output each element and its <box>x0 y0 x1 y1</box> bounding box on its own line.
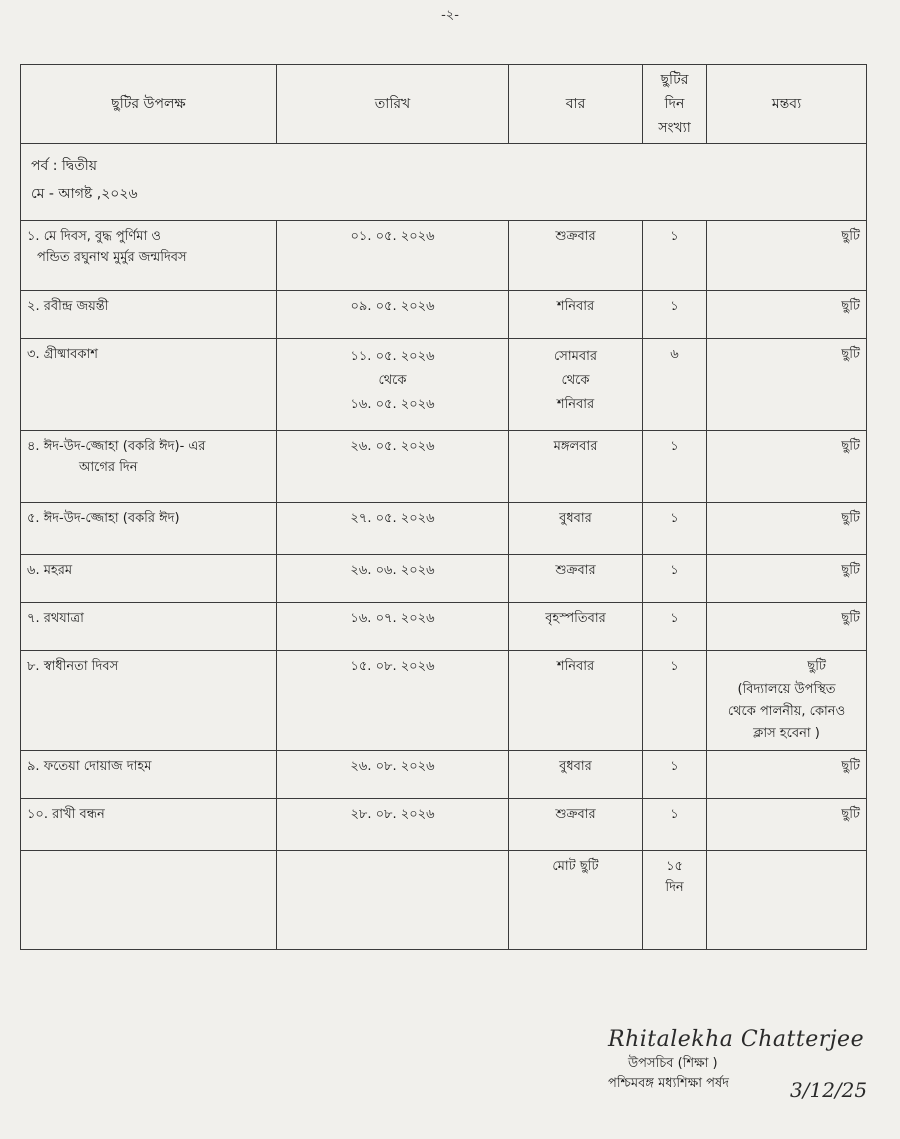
day-cell: শনিবার <box>509 651 643 751</box>
remark-cell: ছুটি <box>707 221 867 291</box>
date-cell: ২৬. ০৬. ২০২৬ <box>277 555 509 603</box>
section-title: পর্ব : দ্বিতীয় <box>31 158 97 174</box>
remark-note-line: (বিদ্যালয়ে উপস্থিত <box>737 682 836 697</box>
empty-cell <box>21 851 277 950</box>
count-cell: ১ <box>643 555 707 603</box>
occasion-line: পন্ডিত রঘুনাথ মুর্মুর জন্মদিবস <box>37 250 187 265</box>
day-cell: শুক্রবার <box>509 799 643 851</box>
occasion-cell: ৫. ঈদ-উদ-জ্জোহা (বকরি ঈদ) <box>21 503 277 555</box>
date-range-cell <box>277 339 509 431</box>
date-from: ১১. ০৫. ২০২৬ <box>350 349 435 364</box>
total-label: মোট ছুটি <box>509 851 643 950</box>
count-cell: ১ <box>643 221 707 291</box>
occasion-cell <box>21 431 277 503</box>
remark-note-line: ক্লাস হবেনা ) <box>753 726 820 741</box>
table-row <box>21 751 867 799</box>
occasion-cell: ৩. গ্রীষ্মাবকাশ <box>21 339 277 431</box>
date-cell: ২৮. ০৮. ২০২৬ <box>277 799 509 851</box>
day-from: সোমবার <box>553 349 597 364</box>
empty-cell <box>707 851 867 950</box>
date-cell: ২৬. ০৫. ২০২৬ <box>277 431 509 503</box>
empty-cell <box>277 851 509 950</box>
occasion-cell: ২. রবীন্দ্র জয়ন্তী <box>21 291 277 339</box>
day-cell: শনিবার <box>509 291 643 339</box>
remark-cell: ছুটি <box>707 431 867 503</box>
day-range-cell <box>509 339 643 431</box>
date-cell: ১৫. ০৮. ২০২৬ <box>277 651 509 751</box>
total-unit: দিন <box>665 880 684 895</box>
total-row <box>21 851 867 950</box>
day-cell: বুধবার <box>509 751 643 799</box>
table-header-row <box>21 65 867 144</box>
designation: উপসচিব (শিক্ষা ) <box>628 1056 718 1071</box>
table-row <box>21 291 867 339</box>
table-row <box>21 555 867 603</box>
organization: পশ্চিমবঙ্গ মধ্যশিক্ষা পর্ষদ <box>608 1076 730 1091</box>
table-row <box>21 431 867 503</box>
count-cell: ১ <box>643 603 707 651</box>
date-cell: ১৬. ০৭. ২০২৬ <box>277 603 509 651</box>
remark-note-line: থেকে পালনীয়, কোনও <box>727 704 846 719</box>
header-count-line3: সংখ্যা <box>658 120 691 136</box>
count-cell: ১ <box>643 503 707 555</box>
occasion-line: ১. মে দিবস, বুদ্ধ পুর্ণিমা ও <box>27 229 161 244</box>
day-cell: বুধবার <box>509 503 643 555</box>
remark-cell <box>707 651 867 751</box>
occasion-line: ৪. ঈদ-উদ-জ্জোহা (বকরি ঈদ)- এর <box>27 439 206 454</box>
count-cell: ৬ <box>643 339 707 431</box>
total-count: ১৫ <box>666 859 683 874</box>
header-occasion: ছুটির উপলক্ষ <box>21 65 277 144</box>
occasion-cell: ৭. রথযাত্রা <box>21 603 277 651</box>
date-cell: ০১. ০৫. ২০২৬ <box>277 221 509 291</box>
count-cell: ১ <box>643 291 707 339</box>
section-row <box>21 144 867 221</box>
table-row <box>21 503 867 555</box>
occasion-cell <box>21 221 277 291</box>
remark-cell: ছুটি <box>707 555 867 603</box>
occasion-cell: ৯. ফতেয়া দোয়াজ দাহম <box>21 751 277 799</box>
count-cell: ১ <box>643 431 707 503</box>
count-cell: ১ <box>643 651 707 751</box>
count-cell: ১ <box>643 751 707 799</box>
remark-cell: ছুটি <box>707 751 867 799</box>
day-cell: শুক্রবার <box>509 221 643 291</box>
table-row <box>21 651 867 751</box>
table-row <box>21 799 867 851</box>
day-cell: শুক্রবার <box>509 555 643 603</box>
page-number: -২- <box>441 8 459 23</box>
count-cell: ১ <box>643 799 707 851</box>
day-cell: বৃহস্পতিবার <box>509 603 643 651</box>
date-cell: ০৯. ০৫. ২০২৬ <box>277 291 509 339</box>
section-cell <box>21 144 867 221</box>
holiday-table <box>20 64 867 950</box>
day-to: শনিবার <box>556 397 595 412</box>
total-count-cell <box>643 851 707 950</box>
table-row <box>21 221 867 291</box>
table-row <box>21 339 867 431</box>
header-day-count <box>643 65 707 144</box>
date-to: ১৬. ০৫. ২০২৬ <box>350 397 435 412</box>
remark-cell: ছুটি <box>707 503 867 555</box>
header-count-line1: ছুটির <box>660 72 689 88</box>
occasion-line: আগের দিন <box>79 460 138 475</box>
header-day: বার <box>509 65 643 144</box>
date-connector: থেকে <box>378 373 407 388</box>
header-count-line2: দিন <box>664 96 685 112</box>
header-date: তারিখ <box>277 65 509 144</box>
occasion-cell: ৮. স্বাধীনতা দিবস <box>21 651 277 751</box>
remark-cell: ছুটি <box>707 799 867 851</box>
remark-cell: ছুটি <box>707 291 867 339</box>
table-row <box>21 603 867 651</box>
day-connector: থেকে <box>561 373 590 388</box>
date-cell: ২৭. ০৫. ২০২৬ <box>277 503 509 555</box>
occasion-cell: ১০. রাখী বন্ধন <box>21 799 277 851</box>
remark-main: ছুটি <box>807 659 826 674</box>
remark-cell: ছুটি <box>707 339 867 431</box>
signature: Rhitalekha Chatterjee <box>608 1027 865 1052</box>
remark-cell: ছুটি <box>707 603 867 651</box>
day-cell: মঙ্গলবার <box>509 431 643 503</box>
header-remarks: মন্তব্য <box>707 65 867 144</box>
signature-block <box>608 1027 898 1102</box>
signature-date: 3/12/25 <box>790 1078 868 1102</box>
occasion-cell: ৬. মহরম <box>21 555 277 603</box>
section-period: মে - আগষ্ট ,২০২৬ <box>31 186 138 202</box>
date-cell: ২৬. ০৮. ২০২৬ <box>277 751 509 799</box>
